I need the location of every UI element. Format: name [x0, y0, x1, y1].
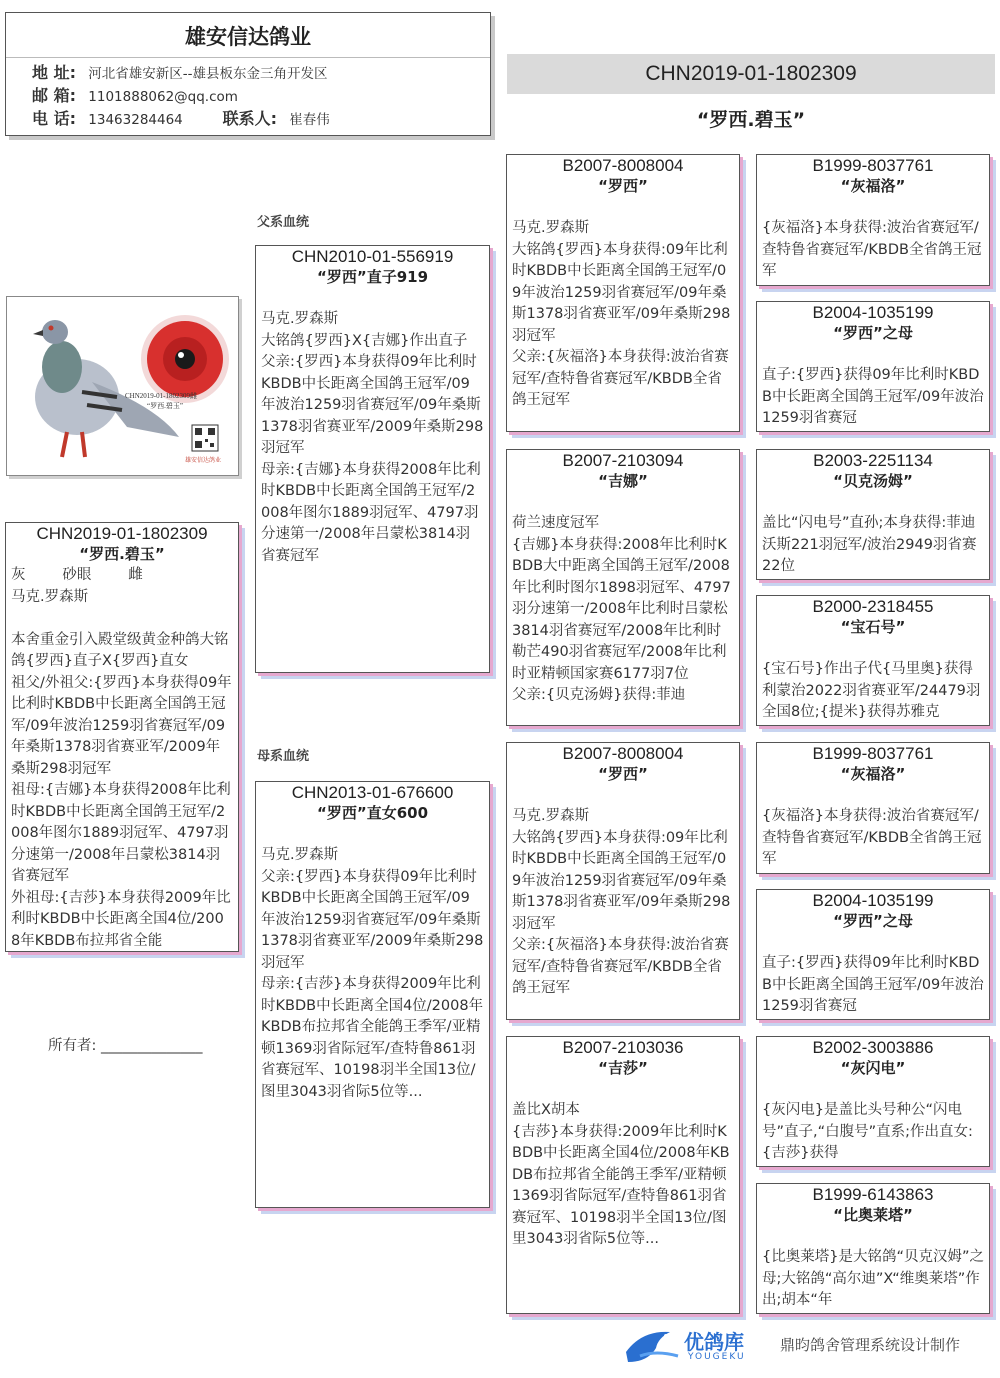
photo-bottom-caption: 雄安信达鸽业: [185, 457, 222, 464]
grandparent-details: 马克.罗森斯 大铭鸽{罗西}本身获得:09年比利时KBDB中长距离全国鸽王冠军/09年波治1259羽省赛冠军/09年桑斯1378羽省赛亚军/09年桑斯298羽冠军 父亲:{灰福洛}本身获得:波治省赛冠军/查特鲁省赛冠军/KBDB全省鸽王冠军: [512, 808, 731, 996]
sire-details: 马克.罗森斯 大铭鸽{罗西}X{吉娜}作出直子 父亲:{罗西}本身获得09年比利时KBDB中长距离全国鸽王冠军/09年波治1259羽省赛冠军/09年桑斯1378羽省赛亚军/2009年桑斯298羽冠军 母亲:{吉娜}本身获得2008年比利时KBDB中长距离全国鸽王冠军/2008年图尔1889羽冠军、4797羽分速第一/2008年吕蒙松3814羽省赛冠军: [261, 311, 484, 564]
grandparent-ring: B2007-8008004: [562, 744, 684, 763]
grandparent-ring: B2007-8008004: [562, 156, 684, 175]
great-grandparent-name: “比奥莱塔”: [833, 1206, 913, 1224]
dam-ring: CHN2013-01-676600: [291, 783, 454, 802]
email-value: 1101888062@qq.com: [88, 89, 238, 105]
brand-name-en: YOUGEKU: [688, 1352, 746, 1362]
grandparent-name: “吉莎”: [598, 1059, 648, 1077]
great-grandparent-ring: B2004-1035199: [812, 891, 934, 910]
great-grandparent-name: “灰闪电”: [840, 1059, 906, 1077]
great-grandparent-ring: B1999-6143863: [812, 1185, 934, 1204]
subject-name: “罗西.碧玉”: [79, 545, 165, 563]
great-grandparent-details: 盖比“闪电号”直孙;本身获得:菲迪沃斯221羽冠军/波治2949羽省赛22位: [762, 515, 977, 574]
grandparent-ring: B2007-2103036: [562, 1038, 684, 1057]
photo-ring-caption: CHN2019-01-1802309雌: [125, 392, 197, 400]
great-grandparent-ring: B2004-1035199: [812, 303, 934, 322]
grandparent-name: “罗西”: [598, 765, 648, 783]
phone-row: [6, 108, 490, 131]
contact-value: 崔春伟: [289, 112, 330, 128]
grandparent-name: “吉娜”: [598, 472, 648, 490]
great-grandparent-card: [756, 301, 990, 432]
great-grandparent-name: “灰福洛”: [840, 765, 906, 783]
address-value: 河北省雄安新区--雄县板东金三角开发区: [88, 66, 328, 82]
sire-ring: CHN2010-01-556919: [291, 247, 454, 266]
great-grandparent-ring: B2000-2318455: [812, 597, 934, 616]
great-grandparent-name: “罗西”之母: [833, 324, 913, 342]
grandparent-card: [506, 742, 740, 1020]
sire-card: [255, 245, 490, 673]
photo-name-caption: “罗西.碧玉”: [147, 402, 183, 410]
grandparent-details: 马克.罗森斯 大铭鸽{罗西}本身获得:09年比利时KBDB中长距离全国鸽王冠军/09年波治1259羽省赛冠军/09年桑斯1378羽省赛亚军/09年桑斯298羽冠军 父亲:{灰福洛}本身获得:波治省赛冠军/查特鲁省赛冠军/KBDB全省鸽王冠军: [512, 220, 731, 408]
contact-label: 联系人:: [222, 109, 277, 128]
great-grandparent-name: “贝克汤姆”: [833, 472, 913, 490]
great-grandparent-ring: B1999-8037761: [812, 156, 934, 175]
great-grandparent-name: “灰福洛”: [840, 177, 906, 195]
pigeon-logo-icon: [622, 1322, 684, 1368]
sire-name: “罗西”直子919: [316, 268, 429, 286]
great-grandparent-ring: B2003-2251134: [813, 451, 933, 470]
great-grandparent-ring: B2002-3003886: [812, 1038, 934, 1057]
great-grandparent-details: {宝石号}作出子代{马里奥}获得利蒙治2022羽省赛亚军/24479羽全国8位;{提米}获得苏雅克: [762, 661, 981, 720]
subject-ring-banner: CHN2019-01-1802309: [507, 54, 995, 94]
great-grandparent-card: [756, 595, 990, 726]
great-grandparent-details: 直子:{罗西}获得09年比利时KBDB中长距离全国鸽王冠军/09年波治1259羽省赛冠: [762, 367, 984, 426]
dam-name: “罗西”直女600: [316, 804, 429, 822]
dam-card: [255, 781, 490, 1208]
grandparent-name: “罗西”: [598, 177, 648, 195]
loft-info-box: [5, 12, 491, 136]
great-grandparent-details: 直子:{罗西}获得09年比利时KBDB中长距离全国鸽王冠军/09年波治1259羽省赛冠: [762, 955, 984, 1014]
grandparent-ring: B2007-2103094: [562, 451, 684, 470]
phone-label: 电 话:: [32, 109, 76, 128]
great-grandparent-details: {比奥莱塔}是大铭鸽“贝克汉姆”之母;大铭鸽“高尔迪”X“维奥莱塔”作出;胡本“年: [762, 1249, 984, 1308]
brand-logo: [622, 1322, 772, 1368]
great-grandparent-details: {灰福洛}本身获得:波治省赛冠军/查特鲁省赛冠军/KBDB全省鸽王冠军: [762, 220, 982, 279]
grandparent-card: [506, 154, 740, 432]
great-grandparent-ring: B1999-8037761: [812, 744, 934, 763]
address-row: [6, 62, 490, 85]
great-grandparent-name: “罗西”之母: [833, 912, 913, 930]
pigeon-photo: [6, 296, 239, 476]
loft-title: 雄安信达鸽业: [6, 13, 490, 58]
email-row: [6, 85, 490, 108]
great-grandparent-name: “宝石号”: [840, 618, 906, 636]
great-grandparent-card: [756, 1036, 990, 1167]
subject-card: [5, 522, 239, 952]
great-grandparent-card: [756, 154, 990, 286]
great-grandparent-card: [756, 889, 990, 1020]
dam-details: 马克.罗森斯 父亲:{罗西}本身获得09年比利时KBDB中长距离全国鸽王冠军/09年波治1259羽省赛冠军/09年桑斯1378羽省赛亚军/2009年桑斯298羽冠军 母亲:{吉莎}本身获得2009年比利时KBDB中长距离全国4位/2008年KBDB布拉邦省全能鸽王季军/亚精顿1369羽省际冠军/查特鲁861羽省赛冠军、10198羽半全国13位/图里3043羽省际5位等...: [261, 847, 484, 1100]
grandparent-card: [506, 449, 740, 726]
pigeon-illustration: [7, 297, 238, 475]
phone-value: 13463284464: [88, 112, 183, 128]
great-grandparent-card: [756, 449, 990, 580]
subject-name-banner: “罗西.碧玉”: [696, 109, 806, 131]
great-grandparent-details: {灰闪电}是盖比头号种公“闪电号”直子,“白腹号”直系;作出直女:{吉莎}获得: [762, 1102, 973, 1161]
dam-line-label: 母系血统: [257, 749, 310, 764]
great-grandparent-card: [756, 742, 990, 874]
sire-line-label: 父系血统: [257, 215, 310, 230]
subject-details: 灰 砂眼 雌 马克.罗森斯 本舍重金引入殿堂级黄金种鸽大铭鸽{罗西}直子X{罗西}直女 祖父/外祖父:{罗西}本身获得09年比利时KBDB中长距离全国鸽王冠军/09年波治1259羽省赛冠军/09年桑斯1378羽省赛亚军/2009年桑斯298羽冠军 祖母:{吉娜}本身获得2008年比利时KBDB中长距离全国鸽王冠军/2008年图尔1889羽冠军、4797羽分速第一/2008年吕蒙松3814羽省赛冠军 外祖母:{吉莎}本身获得2009年比利时KBDB中长距离全国4位/2008年KBDB布拉邦省全能: [11, 567, 232, 949]
owner-line: 所有者: ______________: [48, 1038, 203, 1054]
grandparent-card: [506, 1036, 740, 1314]
footer-credit: 鼎昀鸽舍管理系统设计制作: [780, 1336, 961, 1354]
great-grandparent-details: {灰福洛}本身获得:波治省赛冠军/查特鲁省赛冠军/KBDB全省鸽王冠军: [762, 808, 982, 867]
grandparent-details: 盖比X胡本 {吉莎}本身获得:2009年比利时KBDB中长距离全国4位/2008年KBDB布拉邦省全能鸽王季军/亚精顿1369羽省际冠军/查特鲁861羽省赛冠军、10198羽半全国13位/图里3043羽省际5位等...: [512, 1102, 730, 1247]
email-label: 邮 箱:: [32, 86, 76, 105]
brand-name-cn: 优鸽库: [684, 1330, 744, 1354]
great-grandparent-card: [756, 1183, 990, 1314]
address-label: 地 址:: [32, 63, 76, 82]
grandparent-details: 荷兰速度冠军 {吉娜}本身获得:2008年比利时KBDB大中距离全国鸽王冠军/2008年比利时图尔1898羽冠军、4797羽分速第一/2008年比利时吕蒙松3814羽省赛冠军/2008年比利时勒芒490羽省赛冠军/2008年比利时亚精顿国家赛6177羽7位 父亲:{贝克汤姆}获得:菲迪: [512, 515, 731, 703]
subject-ring: CHN2019-01-1802309: [36, 524, 208, 543]
